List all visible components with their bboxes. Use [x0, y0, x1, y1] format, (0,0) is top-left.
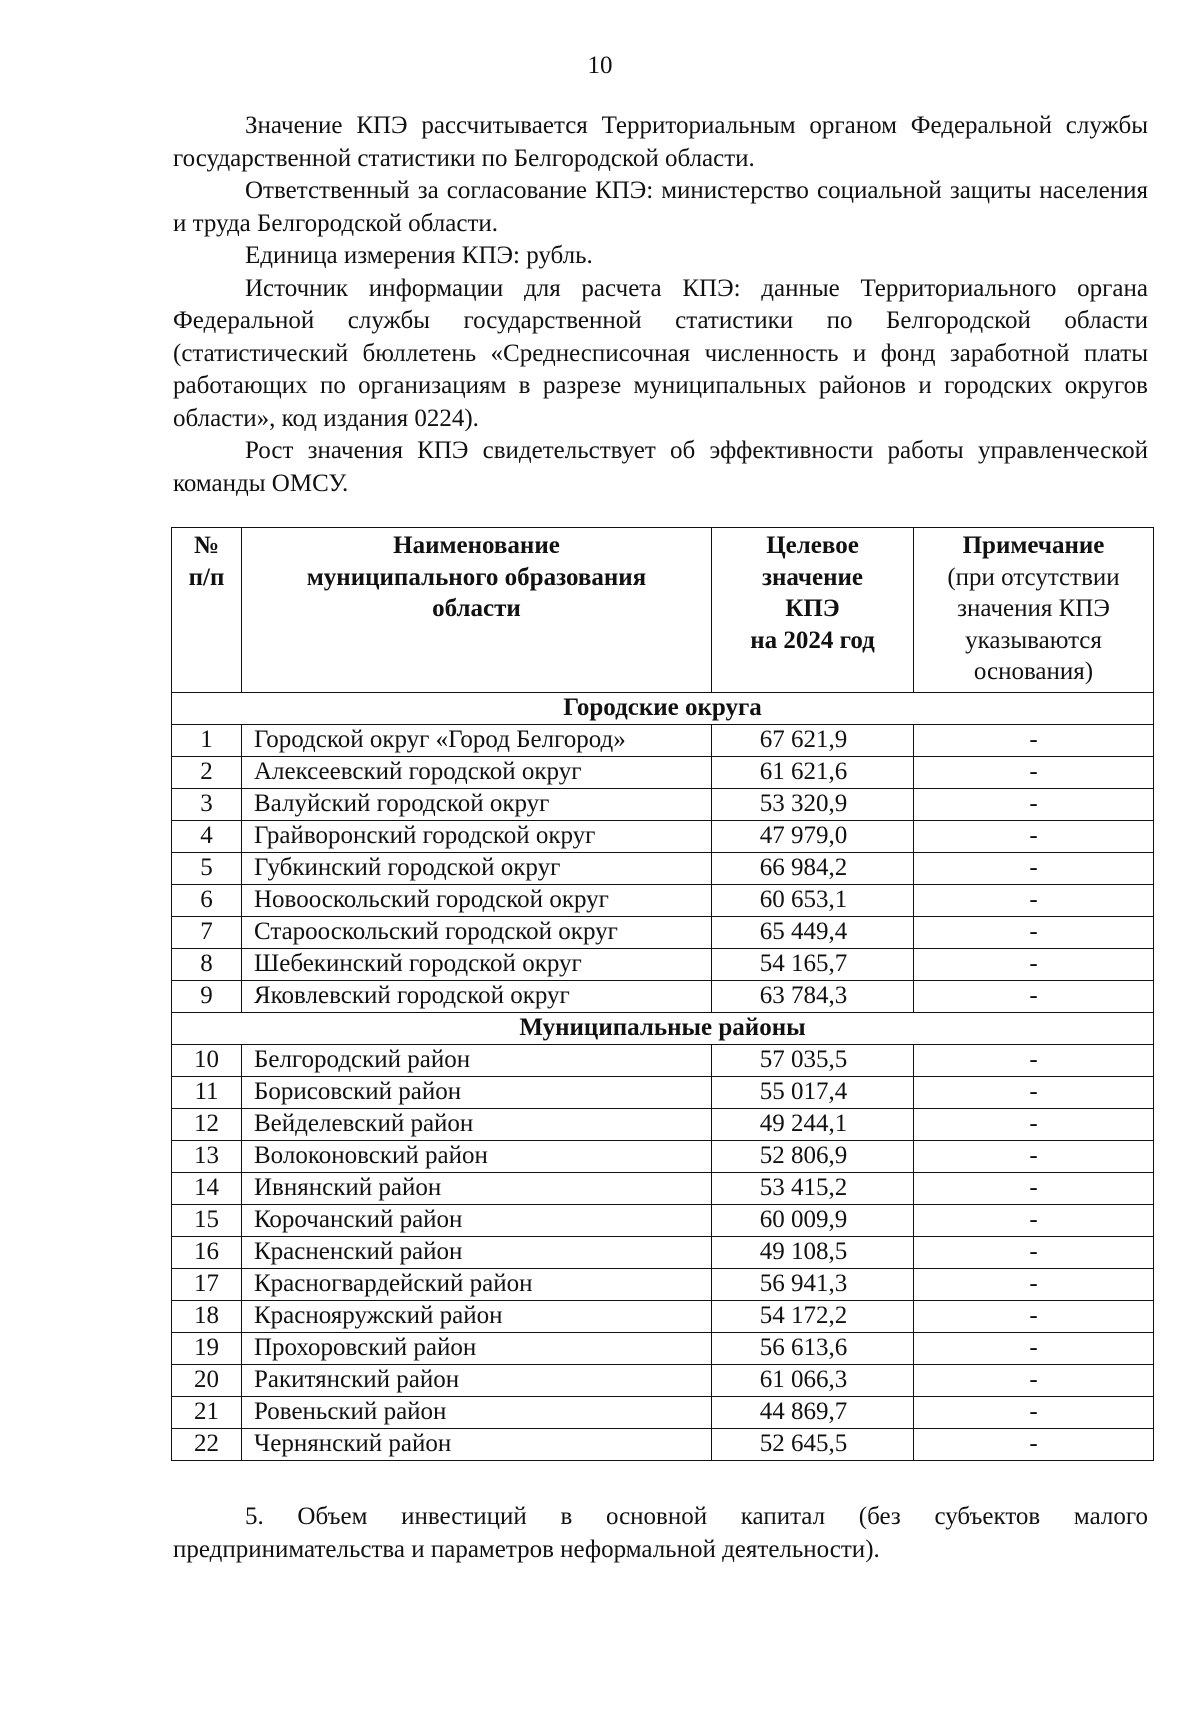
row-number: 4 — [172, 820, 242, 852]
row-number: 2 — [172, 756, 242, 788]
row-number: 7 — [172, 916, 242, 948]
table-row — [172, 1396, 1154, 1428]
row-target-value: 44 869,7 — [712, 1396, 914, 1428]
row-target-value: 57 035,5 — [712, 1044, 914, 1076]
row-number: 22 — [172, 1428, 242, 1460]
row-municipality-name: Ракитянский район — [242, 1364, 712, 1396]
row-municipality-name: Красногвардейский район — [242, 1268, 712, 1300]
row-note: - — [914, 1108, 1154, 1140]
table-row — [172, 724, 1154, 756]
row-number: 8 — [172, 948, 242, 980]
row-number: 18 — [172, 1300, 242, 1332]
row-note: - — [914, 1172, 1154, 1204]
row-note: - — [914, 852, 1154, 884]
table-row — [172, 1204, 1154, 1236]
section-title: Муниципальные районы — [172, 1012, 1154, 1044]
table-row — [172, 1140, 1154, 1172]
table-row — [172, 948, 1154, 980]
row-number: 19 — [172, 1332, 242, 1364]
row-target-value: 53 415,2 — [712, 1172, 914, 1204]
row-target-value: 53 320,9 — [712, 788, 914, 820]
table-row — [172, 788, 1154, 820]
row-target-value: 66 984,2 — [712, 852, 914, 884]
intro-paragraphs — [173, 110, 1148, 500]
row-target-value: 54 165,7 — [712, 948, 914, 980]
row-note: - — [914, 948, 1154, 980]
table-section-row — [172, 692, 1154, 724]
row-target-value: 60 653,1 — [712, 884, 914, 916]
row-municipality-name: Алексеевский городской округ — [242, 756, 712, 788]
row-target-value: 56 613,6 — [712, 1332, 914, 1364]
row-note: - — [914, 1076, 1154, 1108]
row-municipality-name: Валуйский городской округ — [242, 788, 712, 820]
row-note: - — [914, 1300, 1154, 1332]
table-row — [172, 1044, 1154, 1076]
row-number: 21 — [172, 1396, 242, 1428]
row-municipality-name: Губкинский городской округ — [242, 852, 712, 884]
table-row — [172, 916, 1154, 948]
row-note: - — [914, 1044, 1154, 1076]
page-number: 10 — [587, 52, 613, 79]
row-municipality-name: Ровеньский район — [242, 1396, 712, 1428]
row-target-value: 56 941,3 — [712, 1268, 914, 1300]
row-note: - — [914, 1236, 1154, 1268]
row-municipality-name: Волоконовский район — [242, 1140, 712, 1172]
row-municipality-name: Борисовский район — [242, 1076, 712, 1108]
row-municipality-name: Шебекинский городской округ — [242, 948, 712, 980]
row-number: 9 — [172, 980, 242, 1012]
row-target-value: 52 645,5 — [712, 1428, 914, 1460]
row-number: 5 — [172, 852, 242, 884]
row-number: 3 — [172, 788, 242, 820]
row-municipality-name: Корочанский район — [242, 1204, 712, 1236]
table-row — [172, 1300, 1154, 1332]
row-note: - — [914, 1204, 1154, 1236]
table-row — [172, 852, 1154, 884]
row-note: - — [914, 724, 1154, 756]
row-note: - — [914, 1396, 1154, 1428]
row-number: 11 — [172, 1076, 242, 1108]
row-municipality-name: Старооскольский городской округ — [242, 916, 712, 948]
row-note: - — [914, 884, 1154, 916]
row-note: - — [914, 980, 1154, 1012]
row-number: 14 — [172, 1172, 242, 1204]
row-number: 20 — [172, 1364, 242, 1396]
row-municipality-name: Ивнянский район — [242, 1172, 712, 1204]
row-note: - — [914, 1140, 1154, 1172]
row-municipality-name: Вейделевский район — [242, 1108, 712, 1140]
row-number: 17 — [172, 1268, 242, 1300]
paragraph-calculation: Значение КПЭ рассчитывается Территориальным органом Федеральной службы государственной статистики по Белгородской области. — [173, 112, 1148, 172]
row-municipality-name: Белгородский район — [242, 1044, 712, 1076]
row-municipality-name: Краснояружский район — [242, 1300, 712, 1332]
row-municipality-name: Яковлевский городской округ — [242, 980, 712, 1012]
header-num: № п/п — [172, 528, 242, 693]
row-note: - — [914, 1332, 1154, 1364]
row-target-value: 52 806,9 — [712, 1140, 914, 1172]
row-municipality-name: Прохоровский район — [242, 1332, 712, 1364]
table-body — [172, 692, 1154, 1460]
row-target-value: 55 017,4 — [712, 1076, 914, 1108]
row-note: - — [914, 1364, 1154, 1396]
paragraph-unit: Единица измерения КПЭ: рубль. — [245, 242, 593, 269]
row-note: - — [914, 788, 1154, 820]
row-number: 13 — [172, 1140, 242, 1172]
table-row — [172, 1108, 1154, 1140]
row-number: 6 — [172, 884, 242, 916]
row-target-value: 49 108,5 — [712, 1236, 914, 1268]
row-target-value: 47 979,0 — [712, 820, 914, 852]
table-row — [172, 1268, 1154, 1300]
table-row — [172, 1076, 1154, 1108]
table-row — [172, 1332, 1154, 1364]
paragraph-source: Источник информации для расчета КПЭ: данные Территориального органа Федеральной службы государственной статистики по Белгородской области (статистический бюллетень «Среднесписочная численность и фонд заработной платы работающих по организациям в разрезе муниципальных районов и городских округов области», код издания 0224). — [173, 274, 1148, 432]
row-target-value: 60 009,9 — [712, 1204, 914, 1236]
footer-section — [173, 1501, 1148, 1566]
row-number: 1 — [172, 724, 242, 756]
row-target-value: 65 449,4 — [712, 916, 914, 948]
row-note: - — [914, 756, 1154, 788]
row-target-value: 63 784,3 — [712, 980, 914, 1012]
row-target-value: 67 621,9 — [712, 724, 914, 756]
table-row — [172, 1428, 1154, 1460]
header-value: Целевое значение КПЭ на 2024 год — [712, 528, 914, 693]
table-row — [172, 1172, 1154, 1204]
row-note: - — [914, 1268, 1154, 1300]
table-row — [172, 1236, 1154, 1268]
row-target-value: 61 621,6 — [712, 756, 914, 788]
row-municipality-name: Грайворонский городской округ — [242, 820, 712, 852]
row-note: - — [914, 820, 1154, 852]
table-header-row — [172, 528, 1154, 693]
row-municipality-name: Городской округ «Город Белгород» — [242, 724, 712, 756]
row-number: 10 — [172, 1044, 242, 1076]
table-row — [172, 756, 1154, 788]
header-name: Наименование муниципального образования области — [242, 528, 712, 693]
paragraph-growth: Рост значения КПЭ свидетельствует об эффективности работы управленческой команды ОМСУ. — [173, 437, 1148, 497]
row-target-value: 54 172,2 — [712, 1300, 914, 1332]
table-row — [172, 820, 1154, 852]
row-note: - — [914, 916, 1154, 948]
row-target-value: 49 244,1 — [712, 1108, 914, 1140]
table-row — [172, 980, 1154, 1012]
table-row — [172, 1364, 1154, 1396]
row-municipality-name: Чернянский район — [242, 1428, 712, 1460]
table-section-row — [172, 1012, 1154, 1044]
kpe-table — [171, 527, 1154, 1461]
row-number: 15 — [172, 1204, 242, 1236]
row-target-value: 61 066,3 — [712, 1364, 914, 1396]
table-row — [172, 884, 1154, 916]
paragraph-investment-heading: 5. Объем инвестиций в основной капитал (без субъектов малого предпринимательства и параметров неформальной деятельности). — [173, 1503, 1148, 1563]
row-municipality-name: Новооскольский городской округ — [242, 884, 712, 916]
row-number: 12 — [172, 1108, 242, 1140]
row-note: - — [914, 1428, 1154, 1460]
paragraph-responsible: Ответственный за согласование КПЭ: министерство социальной защиты населения и труда Белгородской области. — [173, 177, 1148, 237]
row-number: 16 — [172, 1236, 242, 1268]
header-note: Примечание (при отсутствии значения КПЭ указываются основания) — [914, 528, 1154, 693]
section-title: Городские округа — [172, 692, 1154, 724]
row-municipality-name: Красненский район — [242, 1236, 712, 1268]
